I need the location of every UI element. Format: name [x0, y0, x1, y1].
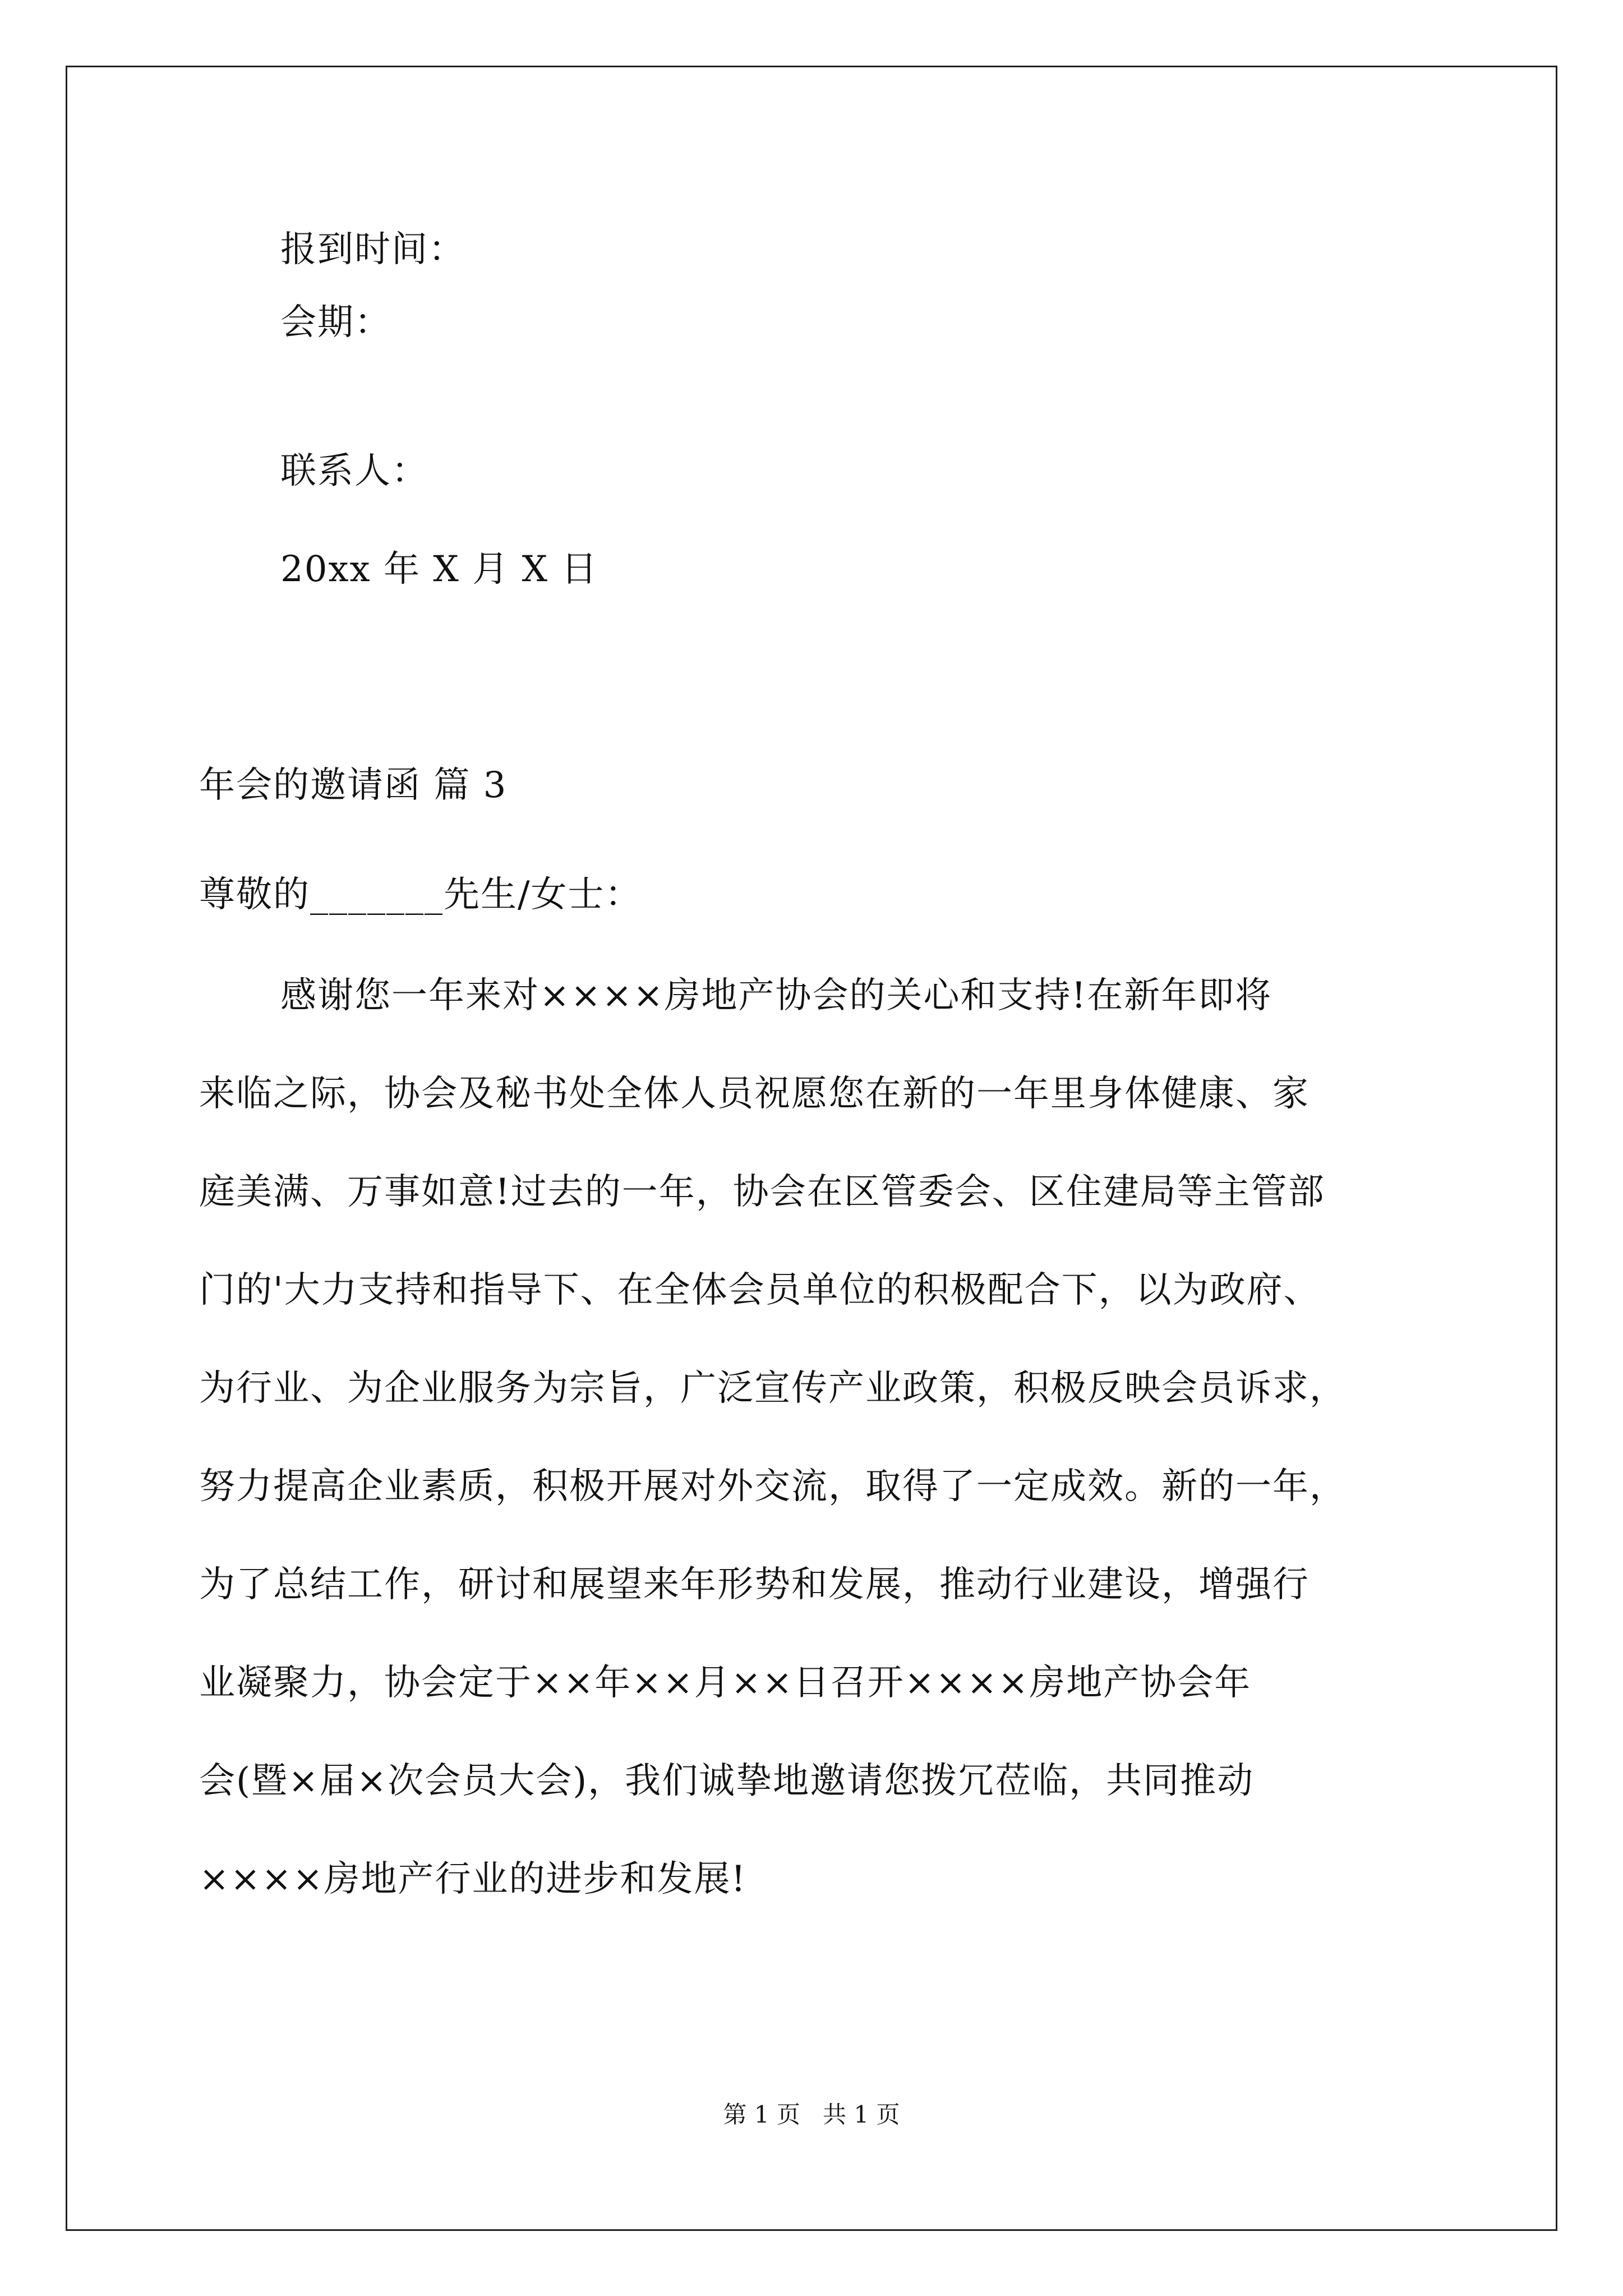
page-frame [66, 66, 1557, 2231]
body-line: 为了总结工作，研讨和展望来年形势和发展，推动行业建设，增强行 [199, 1564, 1310, 1605]
page-number-footer: 第 1 页 共 1 页 [723, 2101, 900, 2128]
body-line: 业凝聚力，协会定于××年××月××日召开××××房地产协会年 [199, 1662, 1252, 1704]
body-line: 会(暨×届×次会员大会)，我们诚挚地邀请您拨冗莅临，共同推动 [199, 1760, 1255, 1802]
body-line: 为行业、为企业服务为宗旨，广泛宣传产业政策，积极反映会员诉求， [199, 1368, 1347, 1409]
contact-label: 联系人： [280, 450, 428, 492]
report-time-label: 报到时间： [280, 229, 465, 270]
session-label: 会期： [280, 302, 391, 343]
body-line: ××××房地产行业的进步和发展! [199, 1858, 747, 1900]
date-line: 20xx 年 X 月 X 日 [280, 549, 598, 590]
body-line: 门的'大力支持和指导下、在全体会员单位的积极配合下，以为政府、 [199, 1269, 1321, 1311]
body-line: 感谢您一年来对××××房地产协会的关心和支持!在新年即将 [280, 975, 1272, 1016]
section-title: 年会的邀请函 篇 3 [199, 765, 508, 806]
salutation: 尊敬的_______先生/女士： [199, 874, 642, 915]
body-line: 努力提高企业素质，积极开展对外交流，取得了一定成效。新的一年， [199, 1466, 1347, 1507]
body-line: 庭美满、万事如意!过去的一年，协会在区管委会、区住建局等主管部 [199, 1171, 1325, 1213]
body-line: 来临之际，协会及秘书处全体人员祝愿您在新的一年里身体健康、家 [199, 1073, 1310, 1115]
